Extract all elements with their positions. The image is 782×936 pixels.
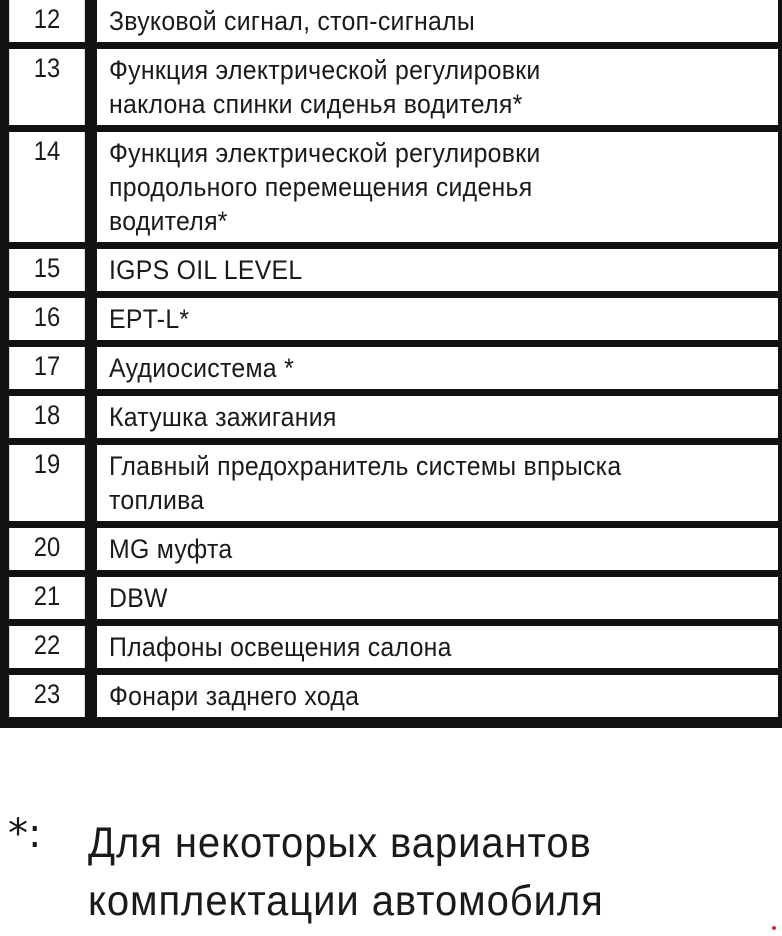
description-line: DBW bbox=[109, 583, 168, 613]
footnote-text bbox=[88, 814, 643, 930]
fuse-description bbox=[97, 0, 778, 42]
description-line: топлива bbox=[109, 485, 205, 515]
table-row bbox=[4, 49, 778, 125]
table-row bbox=[4, 298, 778, 340]
footnote-line: комплектации автомобиля bbox=[88, 877, 604, 925]
table-row bbox=[4, 675, 778, 717]
description-line: IGPS OIL LEVEL bbox=[109, 255, 303, 285]
fuse-number: 17 bbox=[9, 347, 85, 389]
description-line: EPT-L* bbox=[109, 304, 190, 334]
fuse-number: 12 bbox=[9, 0, 85, 42]
fuse-description bbox=[97, 528, 778, 570]
footnote bbox=[0, 792, 782, 936]
description-line: наклона спинки сиденья водителя* bbox=[109, 89, 523, 119]
fuse-number: 18 bbox=[9, 396, 85, 438]
table-row bbox=[4, 577, 778, 619]
fuse-description bbox=[97, 249, 778, 291]
description-line: Аудиосистема * bbox=[109, 353, 295, 383]
description-line: Катушка зажигания bbox=[109, 402, 337, 432]
fuse-number: 21 bbox=[9, 577, 85, 619]
table-row bbox=[4, 626, 778, 668]
fuse-description bbox=[97, 347, 778, 389]
fuse-description bbox=[97, 396, 778, 438]
fuse-description bbox=[97, 298, 778, 340]
table-row bbox=[4, 132, 778, 242]
fuse-description bbox=[97, 577, 778, 619]
fuse-number: 22 bbox=[9, 626, 85, 668]
description-line: Главный предохранитель системы впрыска bbox=[109, 451, 622, 481]
fuse-number: 15 bbox=[9, 249, 85, 291]
description-line: Звуковой сигнал, стоп-сигналы bbox=[109, 6, 476, 36]
description-line: продольного перемещения сиденья bbox=[109, 172, 533, 202]
table-row bbox=[4, 249, 778, 291]
fuse-description bbox=[97, 675, 778, 717]
description-line: Функция электрической регулировки bbox=[109, 138, 541, 168]
fuse-number: 19 bbox=[9, 445, 85, 521]
description-line: водителя* bbox=[109, 206, 228, 236]
description-line: Фонари заднего хода bbox=[109, 681, 360, 711]
fuse-description bbox=[97, 49, 778, 125]
fuse-number: 13 bbox=[9, 49, 85, 125]
fuse-description bbox=[97, 626, 778, 668]
table-row bbox=[4, 396, 778, 438]
fuse-number: 14 bbox=[9, 132, 85, 242]
fuse-number: 20 bbox=[9, 528, 85, 570]
table-row bbox=[4, 445, 778, 521]
description-line: MG муфта bbox=[109, 534, 233, 564]
footnote-mark: *: bbox=[8, 811, 42, 857]
footnote-line: Для некоторых вариантов bbox=[88, 819, 592, 867]
table-row bbox=[4, 347, 778, 389]
table-row bbox=[4, 528, 778, 570]
fuse-number: 23 bbox=[9, 675, 85, 717]
fuse-description bbox=[97, 445, 778, 521]
description-line: Функция электрической регулировки bbox=[109, 55, 541, 85]
fuse-description bbox=[97, 132, 778, 242]
description-line: Плафоны освещения салона bbox=[109, 632, 452, 662]
fuse-number: 16 bbox=[9, 298, 85, 340]
corner-dot bbox=[772, 926, 776, 930]
table-row bbox=[4, 0, 778, 42]
